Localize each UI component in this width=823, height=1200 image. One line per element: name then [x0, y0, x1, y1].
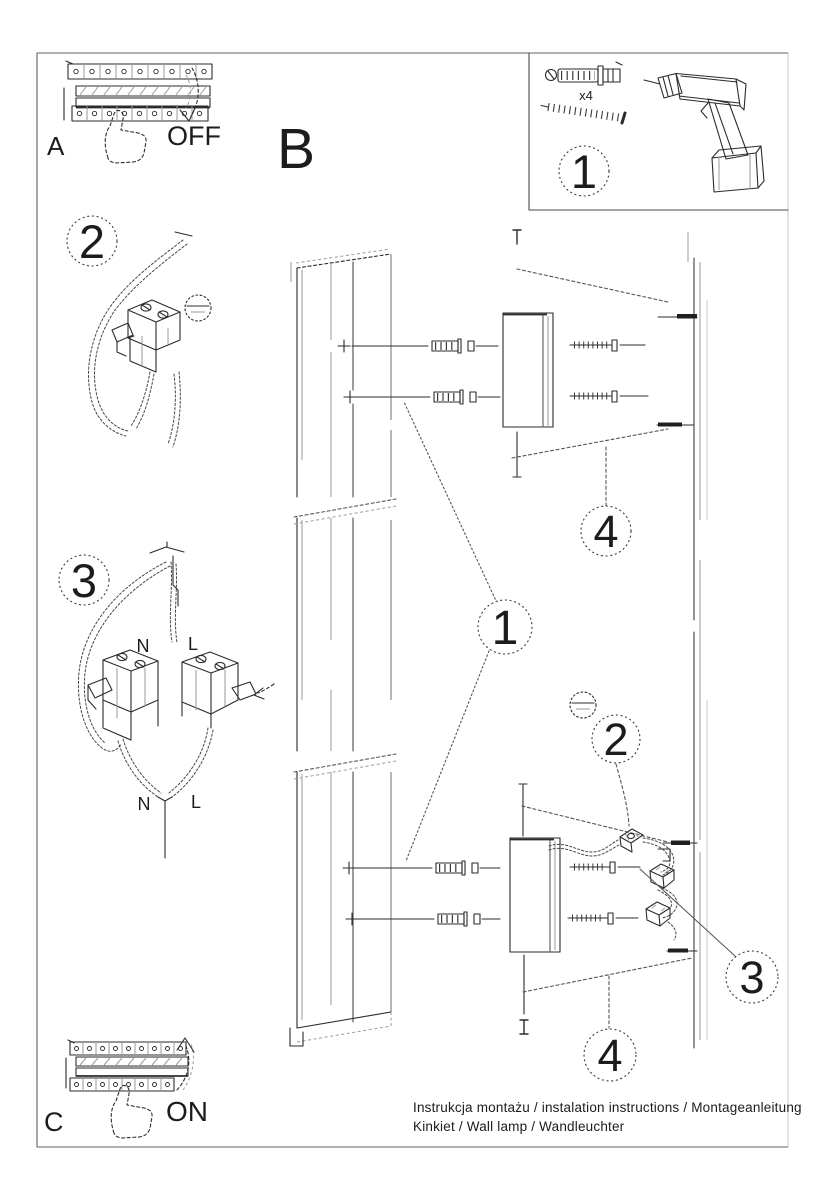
switch-off-arrow: [180, 68, 198, 121]
section-c-label: C: [44, 1107, 64, 1137]
neutral-top-label: N: [136, 636, 150, 656]
wall-plug-icon: [546, 62, 623, 85]
section-a-breaker-off: [47, 61, 221, 163]
lamp-profile: [290, 249, 396, 1046]
mounting-bracket-lower: [510, 784, 692, 1081]
terminal-block-n: [88, 650, 158, 740]
footer: [413, 1100, 802, 1134]
switch-on-arrow: [177, 1038, 194, 1090]
circuit-breaker-sketch: [66, 1040, 188, 1091]
parts-box: [529, 53, 788, 210]
mounting-holes: [338, 340, 358, 925]
wall-rail: [657, 232, 707, 1048]
neutral-bottom-label: N: [137, 794, 151, 814]
terminal-connector-1: [650, 864, 674, 888]
drill-icon: [644, 74, 764, 193]
callout-step2-number: 2: [78, 215, 106, 268]
section-c-breaker-on: [44, 1038, 208, 1138]
section-a-label: A: [47, 131, 65, 161]
power-off-label: OFF: [167, 121, 221, 151]
lower-wiring-details: [549, 692, 778, 1003]
mounting-screw-icon: [541, 106, 625, 124]
live-bottom-label: L: [190, 792, 202, 812]
pointing-hand-sketch: [111, 1085, 152, 1138]
callout-step3-number: 3: [70, 554, 98, 607]
callout-clamp-number: 2: [603, 714, 629, 765]
pointing-hand-sketch: [105, 110, 146, 163]
mains-cable-anchor: [150, 542, 184, 606]
callout-bracket-lower-number: 4: [597, 1030, 623, 1081]
page-frame: [37, 53, 788, 1147]
terminal-block-sketch: [112, 300, 180, 372]
screwdriver-icon: [185, 295, 211, 321]
section-2-wiring-detail: [67, 215, 211, 447]
live-top-label: L: [187, 634, 199, 654]
mounting-bracket-upper: [503, 230, 668, 557]
screw-quantity-label: x4: [579, 88, 593, 103]
lamp-callout: [404, 402, 532, 861]
footer-line2: Kinkiet / Wall lamp / Wandleuchter: [413, 1119, 625, 1134]
terminal-block-l: [182, 652, 274, 728]
section-3-wiring-diagram: [59, 542, 274, 858]
footer-line1: Instrukcja montażu / instalation instructions / Montageanleitung: [413, 1100, 802, 1115]
screwdriver-icon: [570, 692, 596, 718]
callout-lamp-number: 1: [491, 602, 519, 655]
callout-bracket-upper-number: 4: [593, 506, 619, 557]
callout-terminal-number: 3: [739, 952, 765, 1003]
terminal-connector-2: [646, 902, 670, 926]
section-b-label: B: [277, 117, 316, 181]
circuit-breaker-sketch: [64, 61, 212, 121]
profile-break-marks: [294, 499, 396, 779]
rail-mount-tabs: [657, 314, 697, 953]
callout-parts-number: 1: [570, 145, 598, 198]
power-on-label: ON: [166, 1096, 208, 1127]
